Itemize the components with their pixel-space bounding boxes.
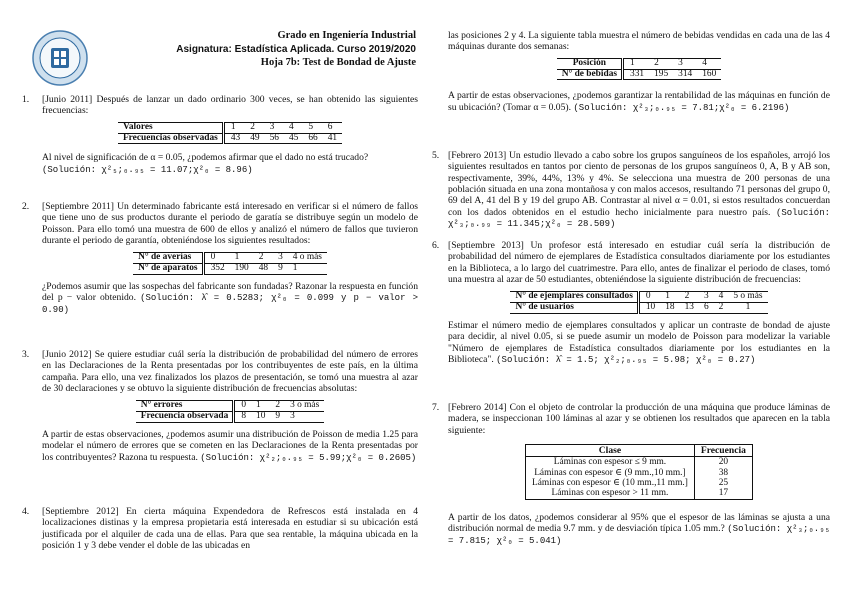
problem-text: En cierta máquina Expendedora de Refrescos está instalada en 4 localizaciones distinas y la empresa propietaria está interesada en estudiar si su ubicación está justificada por el alquiler de cada una de ellas. Para que sea rentable, la máquina ubicada en la posición 1 y 3 debe vender el doble de las ubicadas en [42, 506, 418, 551]
problem-3 [22, 349, 418, 463]
drinks-table: Posición 1 2 3 4 N° de bebidas 331 195 314 160 [557, 58, 722, 81]
problem-tag: [Septiembre 2011] [42, 201, 115, 212]
table-row: Láminas con espesor ∈ (10 mm.,11 mm.] 25 [526, 478, 753, 488]
failures-table: N° de averías 0 1 2 3 4 o más N° de aparatos 352 190 48 9 1 [133, 252, 327, 275]
problem-4-continued [432, 30, 830, 113]
problem-question: ¿Podemos asumir que las sospechas del fabricante son fundadas? Razonar la respuesta en función del p − valor obtenido. [42, 281, 418, 304]
problem-number: 7. [432, 402, 440, 413]
table-row: Láminas con espesor ∈ (9 mm.,10 mm.] 38 [526, 468, 753, 478]
problem-text: Un determinado fabricante está interesado en verificar si el número de fallos que tiene uno de sus productos durante el periodo de garatía se distribuye según un modelo de Poisson. Para ello tomó una muestra de 600 de ellos y analizó el número de fallos que tuvieron durante el periodo de garantía, obteniéndose los siguientes resultados: [42, 201, 419, 246]
degree-title: Grado en Ingeniería Industrial [277, 30, 416, 41]
problem-number: 2. [22, 201, 30, 212]
solution: (Solución: λ̂ = 0.5283; χ²₀ = 0.099 y p − valor > 0.90) [42, 293, 418, 315]
problem-6 [432, 240, 830, 366]
problem-5 [432, 150, 830, 230]
thickness-table: Clase Frecuencia Láminas con espesor ≤ 9 mm. 20 Láminas con espesor ∈ (9 mm.,10 mm.] 38 Láminas con espesor ∈ (10 mm.,11 mm.] 25 Láminas con espesor > 11 mm. 17 [525, 444, 753, 500]
problem-text: Se quiere estudiar cuál sería la distribución de probabilidad del número de errores en las Declaraciones de la Renta presentadas por los contribuyentes de este país, en la última campaña. Para ello, una vez finalizados los plazos de presentación, se tomó una muestra al azar de 30 declaraciones y se obtuvo la siguiente distribución de frecuencias absolutas: [42, 349, 419, 394]
problem-question: A partir de estas observaciones, ¿podemos garantizar la rentabilidad de las máquinas en función de su ubicación? (Tomar α = 0.05). [448, 90, 830, 113]
problem-tag: [Febrero 2014] [448, 402, 507, 413]
problem-number: 4. [22, 506, 30, 517]
dice-frequency-table: Valores 1 2 3 4 5 6 Frecuencias observadas 43 49 56 45 66 41 [118, 122, 342, 145]
problem-number: 3. [22, 349, 30, 360]
problem-text: Un estudio llevado a cabo sobre los grupos sanguíneos de los españoles, arrojó los siguientes resultados en tantos por ciento de personas de los grupos sanguíneos 0, A, B y AB son, respectivamente, 39%, 44%, 13% y 4%. Se selecciona una muestra de 200 personas de una población situada en una zona montañosa y con malos accesos, resultando 71 personas del grupo 0, 69 del A, 41 del B y 19 del grupo AB. Contrastar al nivel α = 0.01, si estos resultados concuerdan con los dados obtenidos en el estudio hecho inicialmente para nuestro país. [448, 150, 830, 218]
problem-text: Después de lanzar un dado ordinario 300 veces, se han obtenido las siguientes frecuencias: [42, 94, 418, 117]
problem-tag: [Septiembre 2012] [42, 506, 119, 517]
problem-number: 5. [432, 150, 440, 161]
solution: (Solución: χ²₃;₀.₉₉ = 11.345;χ²₀ = 28.509) [448, 207, 830, 230]
table-row: Láminas con espesor > 11 mm. 17 [526, 488, 753, 499]
errors-table: N° errores 0 1 2 3 o más Frecuencia observada 8 10 9 3 [136, 400, 325, 423]
problem-question: Al nivel de significación de α = 0.05, ¿podemos afirmar que el dado no está trucado? [42, 152, 369, 164]
solution: (Solución: χ²₃;₀.₉₅ = 7.81;χ²₀ = 6.2196) [573, 102, 790, 113]
problem-text: las posiciones 2 y 4. La siguiente tabla muestra el número de bebidas vendidas en cada una de las 4 máquinas durante dos semanas: [448, 30, 830, 53]
problem-number: 6. [432, 240, 440, 251]
sheet-title: Hoja 7b: Test de Bondad de Ajuste [260, 56, 416, 68]
problem-question: A partir de los datos, ¿podemos considerar al 95% que el espesor de las láminas se ajusta a una distribución normal de media 9.7 mm. y de desviación típica 1.05 mm.? [448, 511, 830, 534]
problem-number: 1. [22, 94, 30, 105]
university-logo [32, 30, 88, 86]
solution: (Solución: χ²₅;₀.₉₅ = 11.07;χ²₀ = 8.96) [42, 164, 253, 175]
document-header [176, 29, 416, 69]
problem-7 [432, 402, 830, 546]
problem-question: Estimar el número medio de ejemplares consultados y aplicar un contraste de bondad de ajuste para decidir, al nivel 0.05, si se puede asumir un modelo de Poisson para modelizar la variable "Número de ejemplares de Estadística consultados diariamente por los estudiantes en la Biblioteca". [448, 320, 830, 365]
solution: (Solución: λ̂ = 1.5; χ²₂;₀.₉₅ = 5.98; χ²₀ = 0.27) [496, 354, 756, 365]
problem-1 [22, 94, 418, 175]
solution: (Solución: χ²₂;₀.₉₅ = 5.99;χ²₀ = 0.2605) [200, 452, 417, 463]
problem-text: Un profesor está interesado en estudiar cuál sería la distribución de probabilidad del número de ejemplares de Estadística consultados diariamente por los estudiantes en la Biblioteca, a lo largo del cuatrimestre. Para ello, antes de finalizar el periodo de clases, tomó una muestra al azar de 50 estudiantes, obteniéndose la siguiente distribución de frecuencias: [448, 240, 830, 285]
course-title: Asignatura: Estadística Aplicada. Curso 2019/2020 [176, 43, 416, 55]
problem-tag: [Febrero 2013] [448, 150, 507, 161]
problem-question: A partir de estas observaciones, ¿podemos asumir una distribución de Poisson de media 1.25 para modelar el número de errores que se cometen en las Declaraciones de la Renta presentadas por los contribuyentes? Razona tu respuesta. [42, 429, 418, 463]
problem-4 [22, 506, 418, 551]
problem-tag: [Junio 2011] [42, 94, 93, 105]
library-table: N° de ejemplares consultados 0 1 2 3 4 5 o más N° de usuarios 10 18 13 6 2 1 [510, 291, 767, 314]
problem-tag: [Septiembre 2013] [448, 240, 524, 251]
problem-text: Con el objeto de controlar la producción de una máquina que produce láminas de madera, se inspeccionan 100 láminas al azar y se obtienen los resultados que aparecen en la tabla siguiente: [448, 402, 831, 436]
problem-tag: [Junio 2012] [42, 349, 92, 360]
problem-2 [22, 201, 418, 316]
table-row: Láminas con espesor ≤ 9 mm. 20 [526, 457, 753, 468]
solution: (Solución: χ²₃;₀.₉₅ = 7.815; χ²₀ = 5.041) [448, 523, 830, 546]
